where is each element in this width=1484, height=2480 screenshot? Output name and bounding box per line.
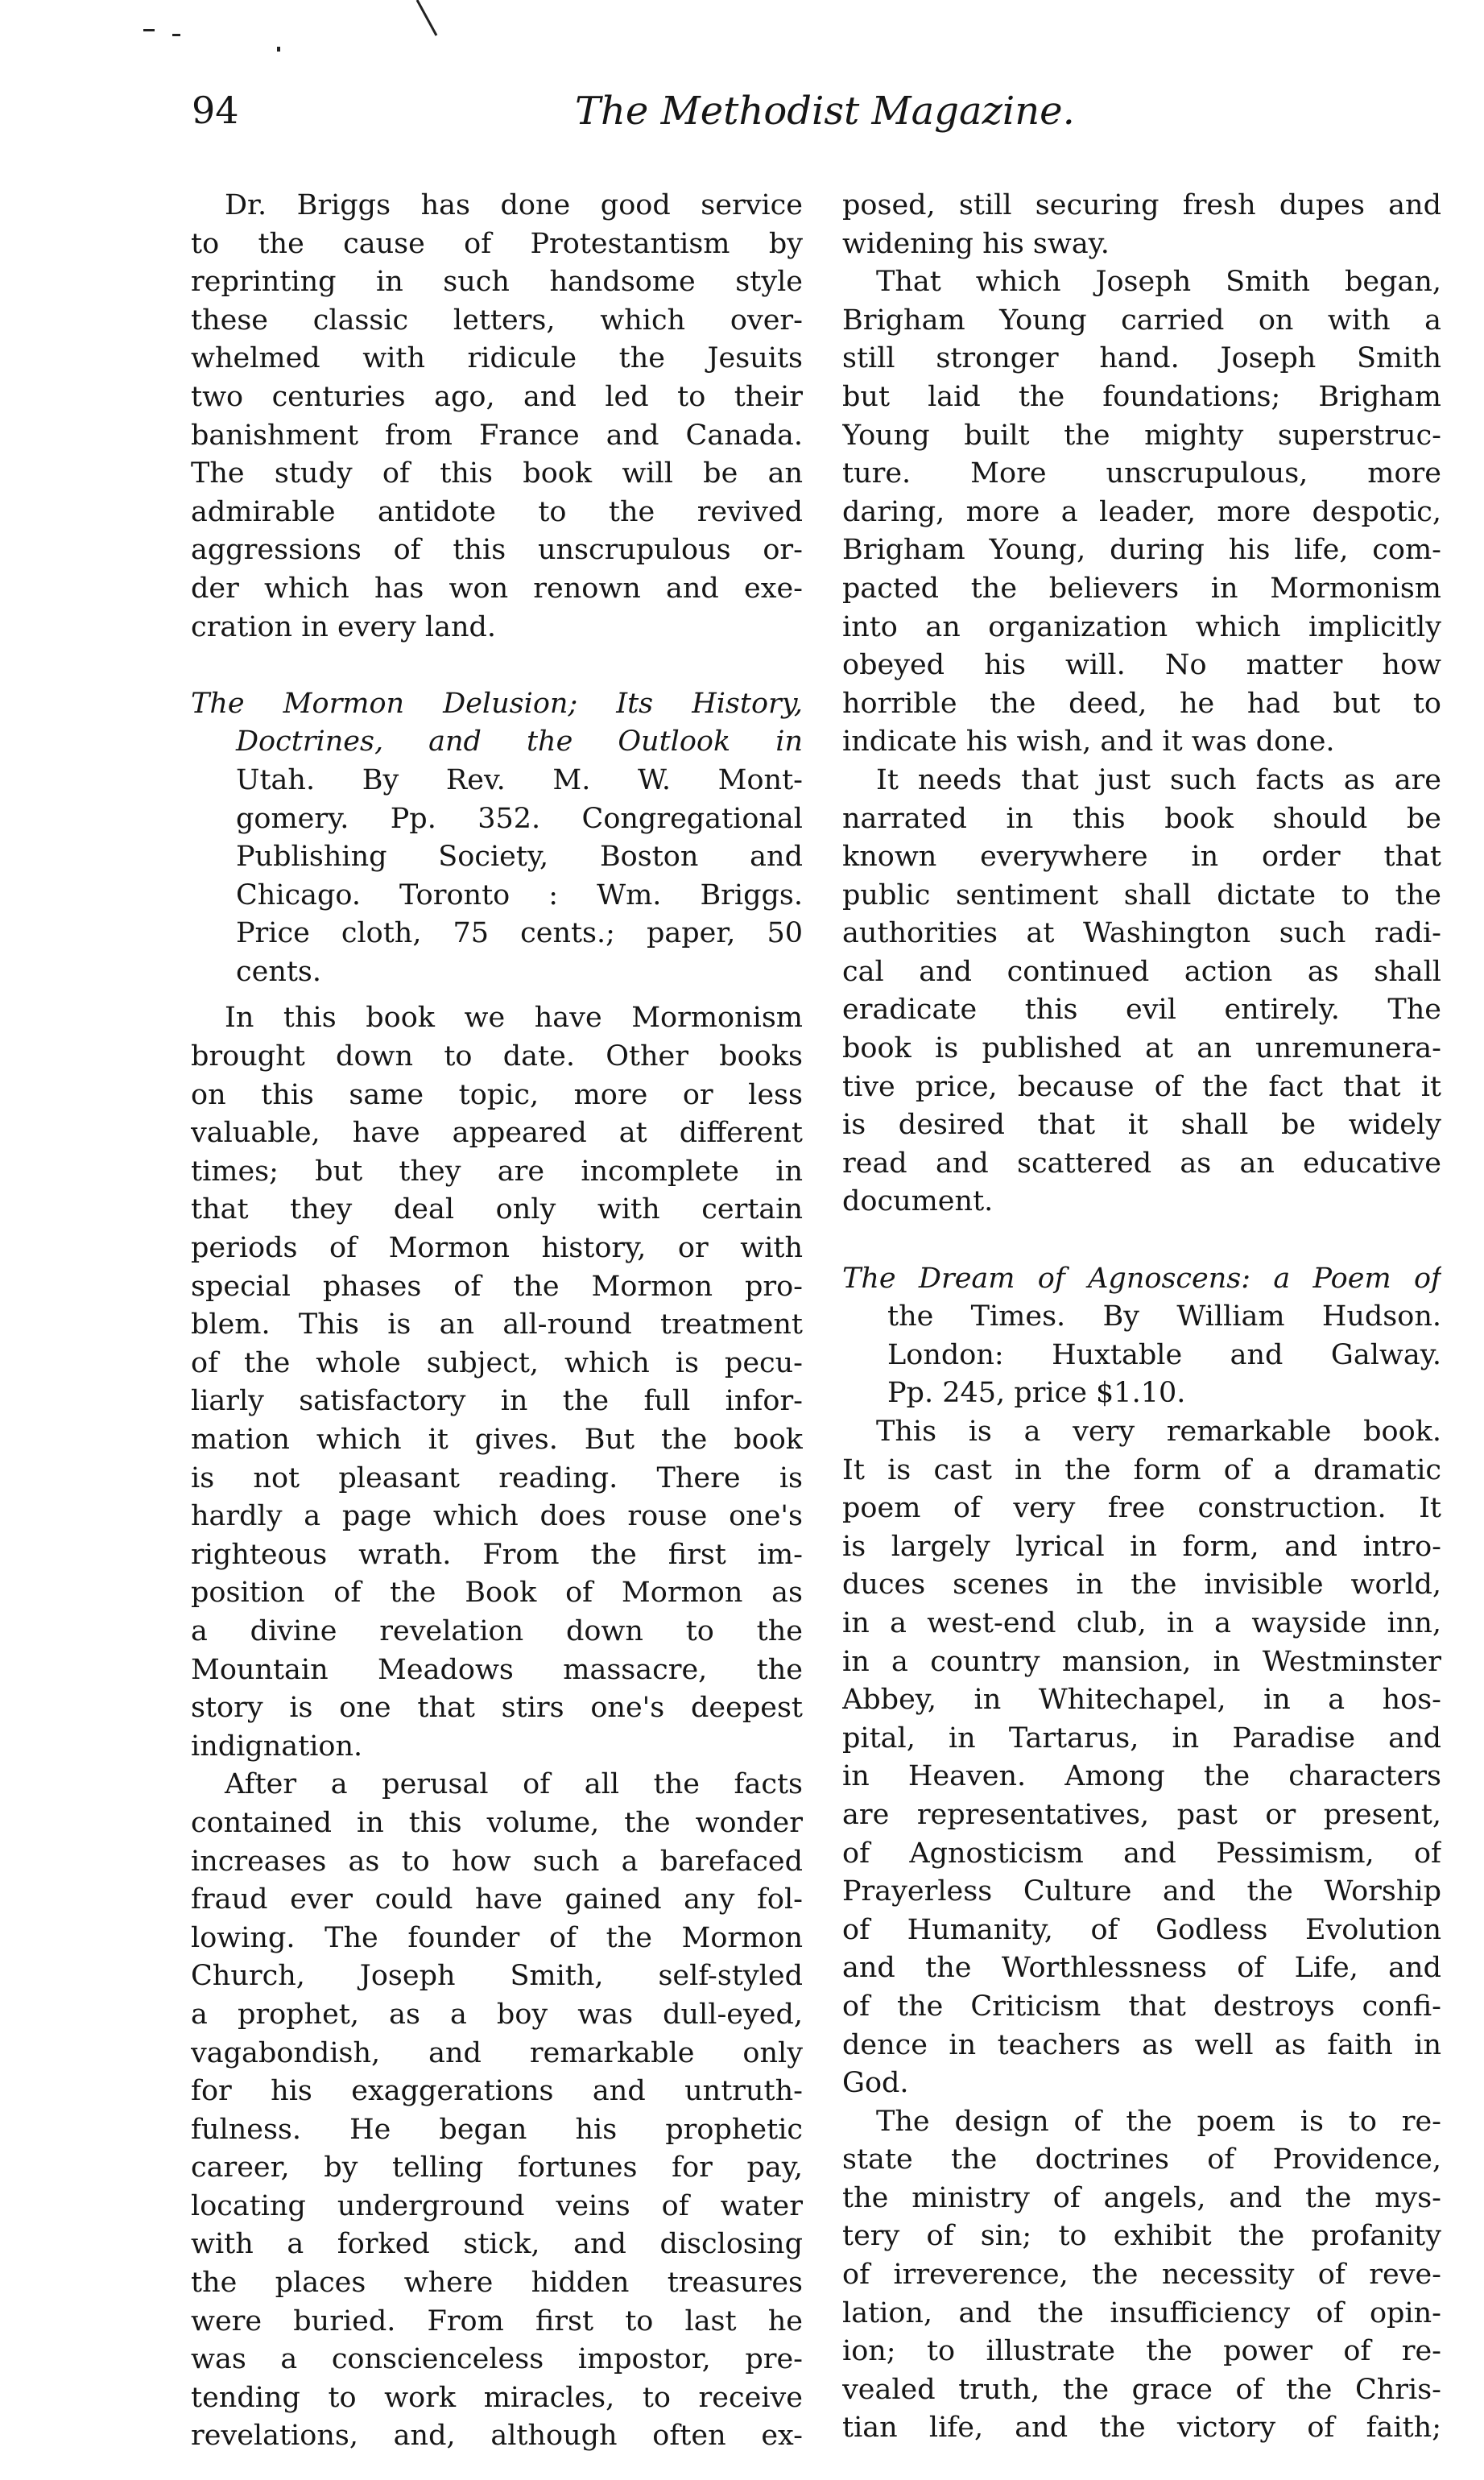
text-line: Dr. Briggs has done good service [225,189,803,221]
text-line: with a forked stick, and disclosing [191,2228,803,2261]
text-line: into an organization which implicitly [842,610,1441,643]
text-line: of the Criticism that destroys confi- [842,1990,1441,2023]
text-line: whelmed with ridicule the Jesuits [191,342,803,375]
text-line: The Dream of Agnoscens: a Poem of [842,1262,1441,1295]
text-line: vagabondish, and remarkable only [191,2036,803,2069]
text-line: authorities at Washington such radi- [842,917,1441,950]
text-line: fulness. He began his prophetic [191,2113,803,2146]
text-line: in Heaven. Among the characters [842,1760,1441,1793]
text-line: It needs that just such facts as are [876,763,1441,796]
text-line: book is published at an unremunera- [842,1032,1441,1065]
text-line: fraud ever could have gained any fol- [191,1883,803,1916]
text-line: lation, and the insufficiency of opin- [842,2296,1441,2329]
paragraph-gap [842,1221,1441,1260]
text-line: read and scattered as an educative [842,1147,1441,1180]
text-line: posed, still securing fresh dupes and [842,189,1441,221]
paragraph-gap [191,647,803,685]
text-line: is not pleasant reading. There is [191,1461,803,1494]
running-head: The Methodist Magazine. [575,89,1075,134]
text-line: state the doctrines of Providence, [842,2143,1441,2176]
text-line: in a west-end club, in a wayside inn, [842,1606,1441,1639]
text-line: are representatives, past or present, [842,1798,1441,1831]
text-line: brought down to date. Other books [191,1040,803,1073]
text-line: hardly a page which does rouse one's [191,1500,803,1533]
text-line: periods of Mormon history, or with [191,1232,803,1265]
paragraph-gap [191,991,803,999]
text-line: The study of this book will be an [191,457,803,490]
text-line: these classic letters, which over- [191,304,803,337]
text-line: In this book we have Mormonism [225,1002,803,1035]
text-line: a prophet, as a boy was dull-eyed, [191,1998,803,2031]
text-line: Prayerless Culture and the Worship [842,1875,1441,1908]
text-line: tending to work miracles, to receive [191,2381,803,2414]
text-line: Pp. 245, price $1.10. [887,1377,1186,1410]
text-line: Utah. By Rev. M. W. Mont- [236,763,803,796]
text-line: and the Worthlessness of Life, and [842,1952,1441,1985]
text-line: Chicago. Toronto : Wm. Briggs. [236,878,803,911]
text-line: reprinting in such handsome style [191,266,803,299]
text-line: is largely lyrical in form, and intro- [842,1530,1441,1563]
text-line: righteous wrath. From the first im- [191,1538,803,1571]
text-line: two centuries ago, and led to their [191,380,803,413]
text-line: position of the Book of Mormon as [191,1577,803,1610]
text-line: public sentiment shall dictate to the [842,878,1441,911]
text-line: Abbey, in Whitechapel, in a hos- [842,1684,1441,1717]
text-line: valuable, have appeared at different [191,1117,803,1150]
text-line: story is one that stirs one's deepest [191,1692,803,1725]
text-line: widening his sway. [842,227,1110,260]
text-line: contained in this volume, the wonder [191,1806,803,1839]
text-line: indicate his wish, and it was done. [842,725,1335,758]
scan-speck [172,34,180,36]
text-line: horrible the deed, he had but to [842,687,1441,720]
scan-mark [411,0,443,40]
text-line: career, by telling fortunes for pay, [191,2151,803,2184]
text-line: This is a very remarkable book. [876,1416,1441,1448]
text-line: pital, in Tartarus, in Paradise and [842,1722,1441,1755]
text-line: obeyed his will. No matter how [842,649,1441,682]
text-line: That which Joseph Smith began, [876,266,1441,299]
text-line: lowing. The founder of the Mormon [191,1921,803,1954]
text-line: blem. This is an all-round treatment [191,1308,803,1341]
text-line: were buried. From first to last he [191,2304,803,2337]
text-line: Publishing Society, Boston and [236,841,803,874]
text-line: God. [842,2067,909,2100]
text-line: eradicate this evil entirely. The [842,994,1441,1027]
text-line: der which has won renown and exe- [191,572,803,605]
text-line: gomery. Pp. 352. Congregational [236,802,803,835]
text-line: liarly satisfactory in the full infor- [191,1385,803,1418]
text-line: aggressions of this unscrupulous or- [191,534,803,567]
text-line: was a conscienceless impostor, pre- [191,2343,803,2376]
text-line: times; but they are incomplete in [191,1155,803,1188]
text-line: The Mormon Delusion; Its History, [191,687,803,720]
text-line: the places where hidden treasures [191,2267,803,2300]
text-line: narrated in this book should be [842,802,1441,835]
page-number: 94 [192,89,239,132]
text-line: mation which it gives. But the book [191,1424,803,1456]
text-line: ture. More unscrupulous, more [842,457,1441,490]
text-line: but laid the foundations; Brigham [842,380,1441,413]
text-line: to the cause of Protestantism by [191,227,803,260]
text-line: ion; to illustrate the power of re- [842,2335,1441,2368]
text-line: tian life, and the victory of faith; [842,2412,1441,2445]
text-line: Doctrines, and the Outlook in [236,725,803,758]
text-line: After a perusal of all the facts [225,1768,803,1801]
text-line: cration in every land. [191,610,497,643]
text-line: cents. [236,955,322,988]
text-line: special phases of the Mormon pro- [191,1270,803,1303]
text-line: daring, more a leader, more despotic, [842,495,1441,528]
text-line: pacted the believers in Mormonism [842,572,1441,605]
text-line: revelations, and, although often ex- [191,2420,803,2453]
left-column [191,187,803,2456]
text-line: Brigham Young, during his life, com- [842,534,1441,567]
text-line: known everywhere in order that [842,841,1441,874]
text-line: Church, Joseph Smith, self-styled [191,1960,803,1993]
text-line: of Agnosticism and Pessimism, of [842,1837,1441,1870]
text-line: increases as to how such a barefaced [191,1845,803,1878]
text-line: of the whole subject, which is pecu- [191,1346,803,1379]
text-line: Price cloth, 75 cents.; paper, 50 [236,917,803,950]
text-line: still stronger hand. Joseph Smith [842,342,1441,375]
text-line: vealed truth, the grace of the Chris- [842,2373,1441,2406]
text-line: duces scenes in the invisible world, [842,1569,1441,1602]
text-line: is desired that it shall be widely [842,1109,1441,1142]
text-line: The design of the poem is to re- [876,2105,1441,2138]
text-line: dence in teachers as well as faith in [842,2028,1441,2061]
scan-speck [143,29,155,31]
text-line: tive price, because of the fact that it [842,1070,1441,1103]
text-line: indignation. [191,1730,363,1763]
text-line: a divine revelation down to the [191,1614,803,1647]
text-line: for his exaggerations and untruth- [191,2075,803,2108]
text-line: cal and continued action as shall [842,955,1441,988]
text-line: Brigham Young carried on with a [842,304,1441,337]
text-line: It is cast in the form of a dramatic [842,1453,1441,1486]
text-line: of irreverence, the necessity of reve- [842,2259,1441,2292]
text-line: Mountain Meadows massacre, the [191,1653,803,1686]
text-line: on this same topic, more or less [191,1078,803,1111]
scan-speck [277,47,280,52]
text-line: of Humanity, of Godless Evolution [842,1913,1441,1946]
text-line: tery of sin; to exhibit the profanity [842,2220,1441,2253]
right-column [842,187,1441,2448]
text-line: locating underground veins of water [191,2189,803,2222]
text-line: admirable antidote to the revived [191,495,803,528]
text-line: the Times. By William Hudson. [887,1300,1441,1333]
text-line: in a country mansion, in Westminster [842,1645,1441,1678]
text-line: the ministry of angels, and the mys- [842,2181,1441,2214]
text-line: London: Huxtable and Galway. [887,1338,1441,1371]
text-line: Young built the mighty superstruc- [842,419,1441,452]
text-line: banishment from France and Canada. [191,419,803,452]
text-line: document. [842,1185,994,1218]
text-line: poem of very free construction. It [842,1492,1441,1525]
text-line: that they deal only with certain [191,1193,803,1226]
